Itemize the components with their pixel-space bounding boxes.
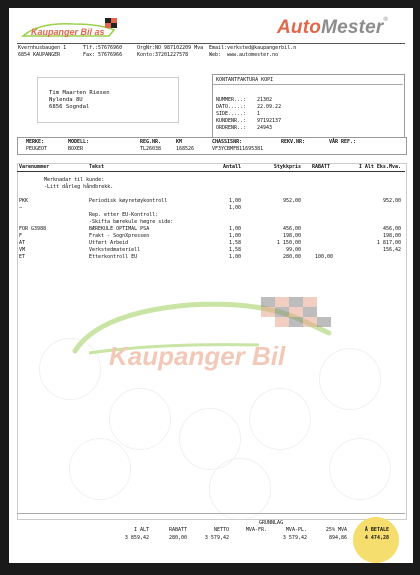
vehicle-regnr: TL26038 xyxy=(140,146,162,152)
watermark-logo xyxy=(69,293,369,373)
invoice-label-nummer: NUMMER...: xyxy=(216,97,247,103)
col-header-i-alt: I Alt Eks.Mva. xyxy=(358,164,401,170)
konto-value: 37201227578 xyxy=(155,52,189,58)
vehicle-header-chassis: CHASSISNR: xyxy=(212,139,243,145)
row-nr: F xyxy=(19,233,23,239)
tlf-value: 57676960 xyxy=(98,45,123,51)
row-tekst: Verkstedmateriell xyxy=(89,247,141,253)
total-header-mva-pl: MVA-PL. xyxy=(285,527,307,533)
vehicle-header-merke: MERKE: xyxy=(26,139,45,145)
col-header-rabatt: RABATT xyxy=(312,164,331,170)
row-pris: 952,00 xyxy=(282,198,301,204)
row-sum: 1 817,00 xyxy=(376,240,401,246)
row-antall: 1,58 xyxy=(228,247,241,253)
total-header-i-alt: I ALT xyxy=(133,527,149,533)
row-nr: VM xyxy=(19,247,26,253)
row-nr: AT xyxy=(19,240,26,246)
invoice-value-ordrenr: 24943 xyxy=(257,125,273,131)
vehicle-header-var-ref: VÅR REF.: xyxy=(329,139,357,145)
row-sum: 156,42 xyxy=(382,247,401,253)
total-mva-pl: 3 579,42 xyxy=(282,535,307,541)
orgnr-value: NO 987102209 Mva xyxy=(155,45,204,51)
invoice-value-side: 1 xyxy=(257,111,261,117)
automester-logo xyxy=(277,17,388,39)
row-nr: FOR G3988 xyxy=(19,226,47,232)
row-tekst: Rep. etter EU-Kontroll: xyxy=(89,212,159,218)
grunnlag-label: GRUNNLAG xyxy=(259,520,284,526)
total-a-betale: 4 474,28 xyxy=(364,535,389,541)
header-divider xyxy=(17,43,405,44)
row-sum: 198,00 xyxy=(382,233,401,239)
row-antall: 1,00 xyxy=(228,254,241,260)
row-pris: 198,00 xyxy=(282,233,301,239)
row-tekst: Utført Arbeid xyxy=(89,240,129,246)
row-tekst: Frakt - SognXpressen xyxy=(89,233,150,239)
row-tekst: Periodisk køyretøykontroll xyxy=(89,198,168,204)
row-pris: 456,00 xyxy=(282,226,301,232)
total-header-rabatt: RABATT xyxy=(168,527,187,533)
invoice-value-dato: 22.09.22 xyxy=(257,104,282,110)
left-logo-text: Kaupanger Bil as xyxy=(31,27,105,37)
row-antall: 1,00 xyxy=(228,226,241,232)
vehicle-modell: BOXER xyxy=(68,146,84,152)
invoice-label-side: SIDE.....: xyxy=(216,111,247,117)
web-value[interactable]: www.automester.no xyxy=(227,52,279,58)
total-header-mva-pct: 25% MVA xyxy=(325,527,347,533)
row-sum: 456,00 xyxy=(382,226,401,232)
invoice-title: KONTANTFAKTURA KOPI xyxy=(216,77,274,83)
row-antall: 1,58 xyxy=(228,240,241,246)
invoice-value-nummer: 21302 xyxy=(257,97,273,103)
row-nr: – xyxy=(19,205,23,211)
vehicle-chassis: VF3YCBMFB11695381 xyxy=(212,146,264,152)
table-header-divider xyxy=(17,171,405,172)
invoice-label-kundenr: KUNDENR..: xyxy=(216,118,247,124)
row-tekst: -Skifta bærekule høgre side: xyxy=(89,219,174,225)
col-header-varenummer: Varenummer xyxy=(19,164,50,170)
address-line2: 6854 KAUPANGER xyxy=(18,52,61,58)
row-nr: ET xyxy=(19,254,26,260)
total-i-alt: 3 859,42 xyxy=(124,535,149,541)
email-value[interactable]: verksted@kaupangerbil.n xyxy=(227,45,297,51)
total-rabatt: 280,00 xyxy=(168,535,187,541)
row-tekst: Etterkontroll EU xyxy=(89,254,138,260)
email-label: Email: xyxy=(209,45,228,51)
col-header-tekst: Tekst xyxy=(89,164,105,170)
row-rabatt: 100,00 xyxy=(315,254,334,260)
invoice-value-kundenr: 97192137 xyxy=(257,118,282,124)
row-antall: 1,00 xyxy=(228,198,241,204)
total-header-mva-fr: MVA-FR. xyxy=(245,527,267,533)
konto-label: Konto: xyxy=(137,52,156,58)
vehicle-km: 168526 xyxy=(176,146,195,152)
customer-name: Tim Maarten Riesen xyxy=(49,90,110,96)
remark-line: Merknadar til kunde: xyxy=(44,177,105,183)
vehicle-header-km: KM xyxy=(176,139,183,145)
vehicle-header-modell: MODELL: xyxy=(68,139,90,145)
vehicle-header-regnr: REG.NR. xyxy=(140,139,162,145)
vehicle-merke: PEUGEOT xyxy=(26,146,48,152)
web-label: Web: xyxy=(209,52,222,58)
trademark-symbol: ® xyxy=(383,17,389,23)
fax-value: 57676966 xyxy=(98,52,123,58)
row-antall: 1,00 xyxy=(228,233,241,239)
kaupanger-logo xyxy=(19,14,139,46)
totals-divider xyxy=(17,513,405,514)
total-header-a-betale: Å BETALE xyxy=(364,527,389,533)
invoice-label-ordrenr: ORDRENR..: xyxy=(216,125,247,131)
remark-line: -Litt dårleg håndbrekk. xyxy=(44,184,114,190)
logo-mester-text: Mester xyxy=(321,17,384,38)
row-tekst: BÆREKULE OPTIMAL PSA xyxy=(89,226,150,232)
col-header-antall: Antall xyxy=(222,164,241,170)
row-sum: 952,00 xyxy=(382,198,401,204)
invoice-label-dato: DATO.....: xyxy=(216,104,247,110)
customer-city: 6856 Sogndal xyxy=(49,104,90,110)
row-pris: 1 150,00 xyxy=(276,240,301,246)
watermark-text: Kaupanger Bil xyxy=(109,341,286,371)
row-antall: 1,00 xyxy=(228,205,241,211)
total-header-netto: NETTO xyxy=(213,527,229,533)
orgnr-label: OrgNr: xyxy=(137,45,156,51)
invoice-title-divider xyxy=(213,84,403,85)
vehicle-header-rekv: REKV.NR: xyxy=(281,139,306,145)
col-header-stykkpris: Stykkpris xyxy=(273,164,301,170)
fax-label: Fax: xyxy=(83,52,96,58)
address-line1: Kvernhusbaugen 1 xyxy=(18,45,67,51)
total-mva-pct: 894,86 xyxy=(328,535,347,541)
logo-auto-text: Auto xyxy=(277,17,322,38)
row-pris: 99,00 xyxy=(285,247,301,253)
tlf-label: Tlf.: xyxy=(83,45,99,51)
total-netto: 3 579,42 xyxy=(204,535,229,541)
row-nr: PKK xyxy=(19,198,29,204)
row-pris: 280,00 xyxy=(282,254,301,260)
invoice-page xyxy=(9,8,413,563)
customer-street: Nylenda 8U xyxy=(49,97,83,103)
